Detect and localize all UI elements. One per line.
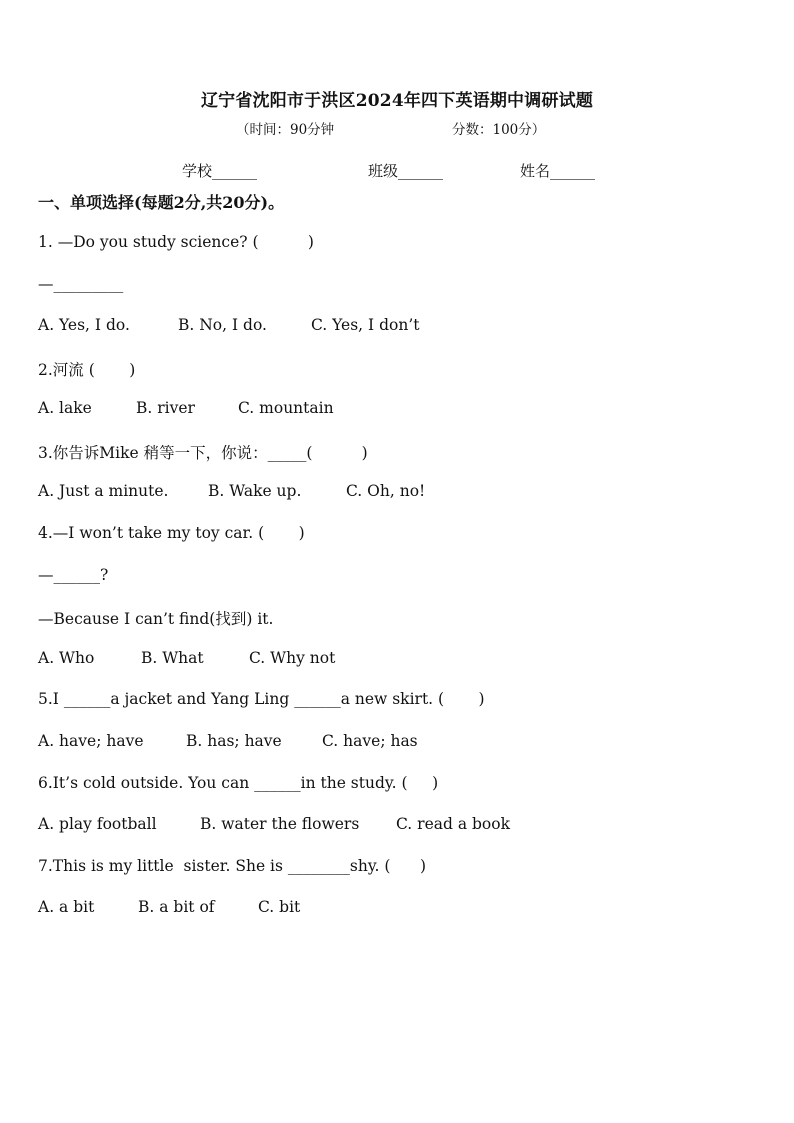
option-a: A. a bit [38, 898, 95, 916]
option-a: A. have; have [38, 732, 144, 750]
option-c: C. Why not [249, 649, 336, 667]
question-1-answer-blank: —_________ [38, 275, 124, 293]
option-b: B. has; have [186, 732, 282, 750]
question-7-options [38, 898, 301, 988]
question-1-stem: 1. —Do you study science? ( ) [38, 233, 314, 251]
option-c: C. have; has [322, 732, 418, 750]
question-7-stem: 7.This is my little sister. She is ________shy. ( ) [38, 857, 427, 875]
section-heading: 一、单项选择(每题2分,共20分)。 [38, 193, 285, 212]
option-c: C. Oh, no! [346, 482, 426, 500]
option-b: B. river [136, 399, 195, 417]
option-c: C. mountain [238, 399, 334, 417]
option-a: A. lake [38, 399, 92, 417]
option-a: A. Yes, I do. [38, 316, 130, 334]
option-b: B. Wake up. [208, 482, 302, 500]
school-field: 学校______ [182, 162, 258, 180]
option-c: C. bit [258, 898, 301, 916]
option-a: A. play football [38, 815, 157, 833]
option-c: C. Yes, I don’t [311, 316, 420, 334]
exam-time: （时间：90分钟 [236, 122, 335, 138]
option-a: A. Just a minute. [38, 482, 169, 500]
question-4-stem: 4.—I won’t take my toy car. ( ) [38, 524, 305, 542]
option-a: A. Who [38, 649, 95, 667]
question-4-reply: —Because I can’t find(找到) it. [38, 610, 274, 628]
name-field: 姓名______ [520, 162, 596, 180]
question-4-answer-blank: —______? [38, 566, 109, 584]
option-b: B. a bit of [138, 898, 215, 916]
class-field: 班级______ [368, 162, 444, 180]
option-b: B. water the flowers [200, 815, 360, 833]
question-2-stem: 2.河流 ( ) [38, 361, 136, 379]
question-6-stem: 6.It’s cold outside. You can ______in the study. ( ) [38, 774, 439, 792]
option-b: B. No, I do. [178, 316, 267, 334]
question-5-stem: 5.I ______a jacket and Yang Ling ______a new skirt. ( ) [38, 690, 485, 708]
option-b: B. What [141, 649, 204, 667]
option-c: C. read a book [396, 815, 510, 833]
exam-score: 分数：100分） [452, 122, 546, 138]
page-title: 辽宁省沈阳市于洪区2024年四下英语期中调研试题 [200, 91, 594, 111]
question-3-stem: 3.你告诉Mike 稍等一下，你说：_____( ) [38, 444, 368, 462]
